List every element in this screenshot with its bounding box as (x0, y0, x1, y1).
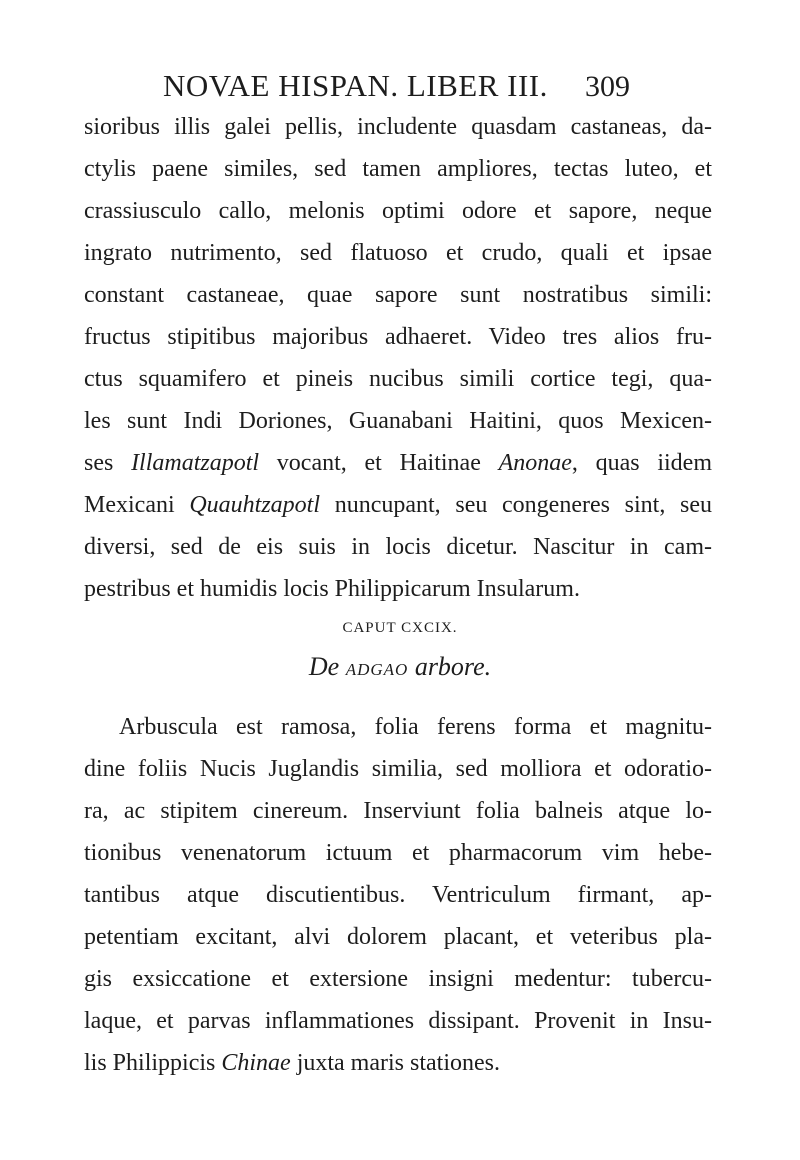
text-line (84, 448, 712, 478)
text-line: laque, et parvas inflammationes dissipant. Provenit in Insu- (84, 1008, 712, 1034)
text-line: tionibus venenatorum ictuum et pharmacorum vim hebe- (84, 840, 712, 866)
text-run: , quas iidem (571, 450, 712, 476)
title-name: ADGAO (345, 660, 409, 679)
text-line: constant castaneae, quae sapore sunt nostratibus simili: (84, 282, 712, 308)
running-header: NOVAE HISPAN. LIBER III. (163, 68, 548, 103)
page-number: 309 (585, 70, 630, 103)
text-line (84, 490, 712, 520)
text-line: ctylis paene similes, sed tamen ampliores, tectas luteo, et (84, 156, 712, 182)
text-line: ra, ac stipitem cinereum. Inserviunt folia balneis atque lo- (84, 798, 712, 824)
text-line (84, 1048, 712, 1078)
text-line: ingrato nutrimento, sed flatuoso et crudo, quali et ipsae (84, 240, 712, 266)
text-line: Arbuscula est ramosa, folia ferens forma et magnitu- (119, 714, 712, 740)
text-line: les sunt Indi Doriones, Guanabani Haitini, quos Mexicen- (84, 408, 712, 434)
text-run: vocant, et Haitinae (259, 450, 499, 476)
text-run: Mexicani (84, 492, 190, 518)
italic-term: Quauhtzapotl (189, 492, 321, 518)
text-run: nuncupant, seu congeneres sint, seu (320, 492, 713, 518)
text-run: lis Philippicis (84, 1050, 222, 1076)
title-suffix: arbore. (414, 652, 492, 681)
italic-term: Anonae (498, 450, 572, 476)
text-line: diversi, sed de eis suis in locis dicetur. Nascitur in cam- (84, 534, 712, 560)
text-line: gis exsiccatione et extersione insigni medentur: tubercu- (84, 966, 712, 992)
text-line: dine foliis Nucis Juglandis similia, sed molliora et odoratio- (84, 756, 712, 782)
italic-term: Illamatzapotl (131, 450, 260, 476)
text-line: crassiusculo callo, melonis optimi odore et sapore, neque (84, 198, 712, 224)
chapter-number: CAPUT CXCIX. (342, 620, 458, 636)
text-line: pestribus et humidis locis Philippicarum Insularum. (84, 576, 580, 602)
text-line: ctus squamifero et pineis nucibus simili cortice tegi, qua- (84, 366, 712, 392)
text-line: sioribus illis galei pellis, includente quasdam castaneas, da- (84, 114, 712, 140)
text-line: tantibus atque discutientibus. Ventriculum firmant, ap- (84, 882, 712, 908)
text-line: petentiam excitant, alvi dolorem placant, et veteribus pla- (84, 924, 712, 950)
text-run: juxta maris stationes. (290, 1050, 500, 1076)
title-prefix: De (308, 652, 340, 681)
chapter-title (0, 652, 800, 682)
text-line: fructus stipitibus majoribus adhaeret. Video tres alios fru- (84, 324, 712, 350)
italic-term: Chinae (221, 1050, 291, 1076)
text-run: ses (84, 450, 132, 476)
